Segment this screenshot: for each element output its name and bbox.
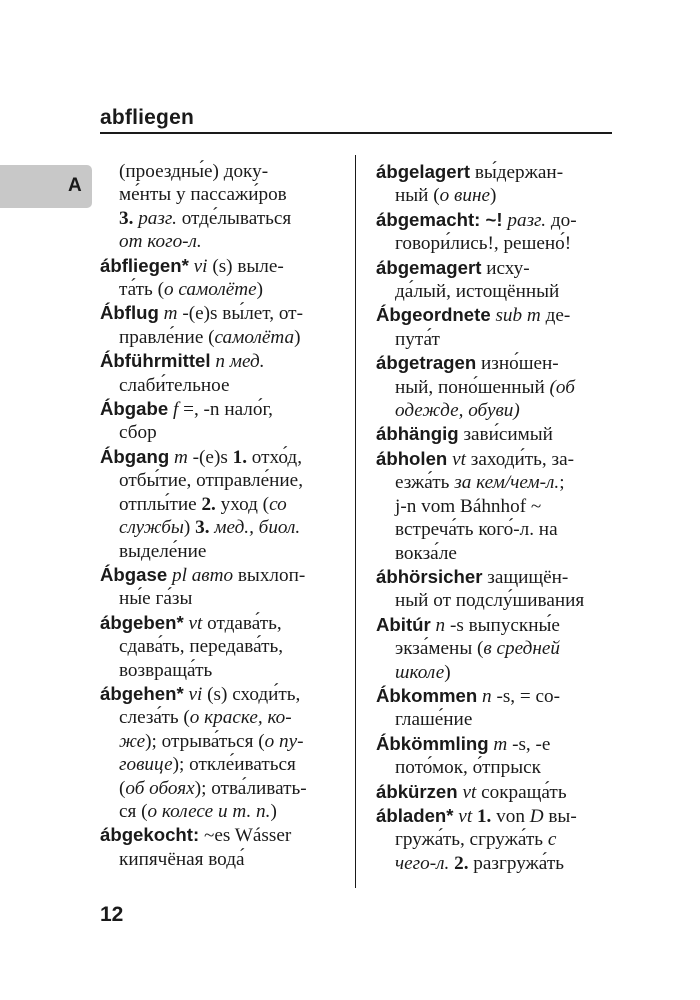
entry-text: одежде, обуви) bbox=[395, 400, 520, 422]
entry-text: та́ть ( bbox=[119, 279, 164, 301]
entry-text: ); отва́ливать- bbox=[194, 777, 307, 799]
entry-line bbox=[376, 756, 616, 779]
entry-text: pl авто bbox=[171, 564, 234, 586]
entry-line bbox=[376, 613, 616, 637]
entry-line bbox=[100, 823, 340, 847]
entry-text: экза́мены ( bbox=[395, 638, 484, 660]
entry-text: чего-л. bbox=[395, 852, 450, 874]
entry-text: vt bbox=[452, 448, 466, 470]
entry-text: ) bbox=[489, 185, 497, 207]
entry-text: разг. bbox=[507, 209, 547, 231]
entry-text: D bbox=[529, 805, 544, 827]
entry-line bbox=[100, 493, 340, 516]
entry-text: f bbox=[172, 399, 179, 421]
headword: Ábkömmling bbox=[376, 732, 489, 754]
headword: ábholen bbox=[376, 447, 448, 469]
entry-text: n bbox=[482, 685, 492, 707]
entry-text: 2. bbox=[201, 493, 216, 515]
entry-text: сдава́ть, передава́ть, bbox=[119, 636, 284, 658]
headword: Ábgase bbox=[100, 563, 168, 585]
entry-text: глаше́ние bbox=[395, 709, 473, 731]
headword: ábfliegen* bbox=[100, 254, 189, 276]
entry-line bbox=[376, 399, 616, 422]
entry-text: j-n vom Báhnhof ~ bbox=[395, 495, 542, 517]
header-rule bbox=[100, 132, 612, 134]
entry-text: 1. bbox=[476, 805, 492, 827]
entry-line bbox=[376, 589, 616, 612]
entry-text: защищён- bbox=[482, 566, 569, 588]
headword: ábgelagert bbox=[376, 161, 471, 182]
headword: ábladen* bbox=[376, 804, 454, 826]
entry-line bbox=[100, 848, 340, 871]
entry-text: отдава́ть, bbox=[202, 612, 282, 634]
entry-line bbox=[376, 184, 616, 207]
entry-text: -s, = со- bbox=[491, 685, 561, 707]
headword: Ábgeordnete bbox=[376, 304, 491, 326]
entry-text: об обоях bbox=[125, 777, 195, 799]
headword: Ábgang bbox=[100, 445, 170, 467]
headword: ábgeben* bbox=[100, 611, 184, 633]
headword: ábgehen* bbox=[100, 682, 184, 704]
entry-line bbox=[100, 563, 340, 587]
entry-text: vt bbox=[458, 805, 473, 827]
entry-text: заходи́ть, за- bbox=[465, 448, 574, 470]
entry-text: ны́е га́зы bbox=[119, 588, 193, 610]
entry-line bbox=[100, 753, 340, 776]
entry-line bbox=[100, 445, 340, 469]
entry-text: ный, поно́шенный bbox=[395, 376, 550, 398]
headword: ábhängig bbox=[376, 423, 459, 445]
entry-text: встреча́ть кого́-л. на bbox=[395, 519, 558, 541]
entry-line bbox=[376, 495, 616, 518]
entry-text: -s выпускны́е bbox=[445, 614, 560, 636]
entry-text: (s) сходи́ть, bbox=[202, 683, 301, 705]
entry-line bbox=[376, 256, 616, 280]
entry-text: уход ( bbox=[215, 493, 270, 515]
entry-text: m bbox=[493, 733, 508, 755]
entry-line bbox=[100, 207, 340, 230]
entry-text: исху- bbox=[481, 257, 530, 279]
entry-text: слаби́тельное bbox=[119, 374, 230, 396]
entry-text: vt bbox=[462, 781, 477, 803]
entry-text: пото́мок, о́тпрыск bbox=[395, 757, 541, 779]
entry-text: разгружа́ть bbox=[468, 852, 564, 874]
entry-line bbox=[100, 326, 340, 349]
entry-line bbox=[376, 732, 616, 756]
entry-line bbox=[100, 659, 340, 682]
entry-line bbox=[100, 706, 340, 729]
headword: ábgetragen bbox=[376, 352, 477, 374]
entry-text: m bbox=[163, 303, 178, 325]
entry-line bbox=[100, 516, 340, 539]
entry-text: школе bbox=[395, 661, 445, 683]
entry-text: ; bbox=[559, 472, 565, 494]
entry-line bbox=[376, 232, 616, 255]
entry-text: ся ( bbox=[119, 800, 148, 822]
right-column bbox=[376, 160, 616, 875]
entry-line bbox=[376, 661, 616, 684]
headword: Ábflug bbox=[100, 302, 159, 324]
entry-text: до- bbox=[546, 209, 577, 231]
entry-text: говори́лись!, решено́! bbox=[395, 233, 572, 255]
entry-text: vi bbox=[193, 255, 208, 277]
entry-line bbox=[100, 682, 340, 706]
entry-text: отхо́д, bbox=[247, 446, 302, 468]
entry-line bbox=[376, 303, 616, 327]
entry-text: ) bbox=[270, 800, 277, 822]
entry-text: сокраща́ть bbox=[476, 781, 567, 803]
entry-text: выхлоп- bbox=[233, 564, 306, 586]
entry-line bbox=[100, 374, 340, 397]
entry-text: о пу- bbox=[264, 730, 304, 752]
entry-text: о колесе и т. п. bbox=[147, 800, 271, 822]
entry-text: -(e)s bbox=[187, 446, 233, 468]
entry-line bbox=[100, 777, 340, 800]
entry-line bbox=[100, 183, 340, 206]
entry-text: слеза́ть ( bbox=[119, 707, 190, 729]
left-column bbox=[100, 160, 340, 871]
entry-text: sub m bbox=[495, 305, 541, 327]
entry-text: гружа́ть, сгружа́ть bbox=[395, 829, 548, 851]
entry-text: вы- bbox=[543, 805, 577, 827]
entry-text: ); отрыва́ться ( bbox=[145, 730, 265, 752]
entry-text: вокза́ле bbox=[395, 542, 457, 564]
entry-text: -s, -e bbox=[507, 733, 551, 755]
entry-line bbox=[100, 421, 340, 444]
entry-text: вы́держан- bbox=[470, 162, 564, 183]
entry-text: в средней bbox=[483, 638, 561, 660]
entry-text: со bbox=[269, 493, 287, 515]
entry-line bbox=[376, 471, 616, 494]
entry-text: де- bbox=[540, 305, 571, 327]
entry-text: о вине bbox=[439, 185, 490, 207]
entry-text: сбор bbox=[119, 422, 157, 444]
entry-line bbox=[376, 542, 616, 565]
entry-text: n bbox=[435, 614, 446, 636]
entry-text: выделе́ние bbox=[119, 540, 207, 562]
headword: ábkürzen bbox=[376, 780, 458, 802]
entry-text: m bbox=[174, 446, 188, 468]
entry-text: зави́симый bbox=[458, 424, 553, 446]
entry-text: разг. bbox=[138, 207, 177, 229]
headword: Ábgabe bbox=[100, 398, 169, 420]
entry-text: ( bbox=[119, 777, 126, 799]
entry-text: отбы́тие, отправле́ние, bbox=[119, 470, 303, 492]
entry-text: ~es Wásser bbox=[199, 825, 292, 847]
column-divider bbox=[355, 155, 356, 888]
entry-text: ный ( bbox=[395, 185, 440, 207]
entry-text: n мед. bbox=[215, 351, 265, 373]
entry-line bbox=[100, 301, 340, 325]
entry-text: мед., биол. bbox=[214, 517, 301, 539]
entry-text: от кого-л. bbox=[119, 231, 202, 253]
entry-line bbox=[100, 230, 340, 253]
entry-line bbox=[100, 540, 340, 563]
running-head: abfliegen bbox=[100, 106, 194, 129]
entry-text: пута́т bbox=[395, 328, 440, 350]
entry-text: за кем/чем-л. bbox=[454, 472, 560, 494]
entry-line bbox=[376, 565, 616, 589]
entry-line bbox=[376, 422, 616, 446]
entry-line bbox=[100, 349, 340, 373]
entry-text: да́лый, истощённый bbox=[395, 281, 560, 303]
entry-text: ) bbox=[444, 661, 451, 683]
entry-text: службы bbox=[119, 517, 184, 539]
entry-text: с bbox=[547, 829, 557, 851]
entry-line bbox=[376, 708, 616, 731]
entry-line bbox=[376, 376, 616, 399]
entry-text: отде́лываться bbox=[176, 207, 292, 229]
entry-line bbox=[100, 800, 340, 823]
page-number: 12 bbox=[100, 903, 124, 926]
entry-text: ный от подслу́шивания bbox=[395, 590, 585, 612]
entry-line bbox=[100, 635, 340, 658]
entry-line bbox=[376, 280, 616, 303]
entry-text: 1. bbox=[232, 446, 247, 468]
entry-text: (проездны́е) доку- bbox=[119, 161, 269, 182]
entry-line bbox=[376, 328, 616, 351]
headword: ábhörsicher bbox=[376, 565, 483, 587]
entry-text: =, -n нало́г, bbox=[178, 399, 273, 421]
entry-line bbox=[100, 611, 340, 635]
entry-text: же bbox=[119, 730, 146, 752]
entry-text: -(e)s вы́лет, от- bbox=[177, 303, 303, 325]
headword: ábgekocht: bbox=[100, 824, 200, 846]
entry-line bbox=[376, 684, 616, 708]
entry-text: изно́шен- bbox=[476, 353, 559, 375]
entry-line bbox=[100, 254, 340, 278]
alphabet-thumb-tab bbox=[0, 165, 92, 208]
entry-line bbox=[376, 828, 616, 851]
entry-line bbox=[100, 587, 340, 610]
thumb-tab-letter: A bbox=[68, 175, 82, 196]
headword: Ábführmittel bbox=[100, 350, 211, 372]
entry-line bbox=[376, 804, 616, 828]
entry-text: 3. bbox=[119, 207, 134, 229]
entry-text: о краске, ко- bbox=[189, 707, 292, 729]
entry-line bbox=[100, 397, 340, 421]
headword: Ábkommen bbox=[376, 684, 478, 706]
entry-line bbox=[100, 469, 340, 492]
entry-text: vt bbox=[188, 612, 203, 634]
entry-text: (об bbox=[549, 376, 575, 398]
entry-text: 3. bbox=[195, 517, 210, 539]
entry-text: о самолёте bbox=[163, 279, 257, 301]
entry-line bbox=[376, 852, 616, 875]
entry-text: ) bbox=[256, 279, 263, 301]
entry-text: ме́нты у пассажи́ров bbox=[119, 184, 287, 206]
entry-text: (s) выле- bbox=[207, 255, 284, 277]
entry-text: говице bbox=[119, 754, 173, 776]
entry-line bbox=[100, 730, 340, 753]
entry-text: езжа́ть bbox=[395, 472, 455, 494]
entry-text: vi bbox=[188, 683, 203, 705]
entry-line bbox=[100, 160, 340, 183]
entry-text: возвраща́ть bbox=[119, 659, 213, 681]
entry-text: кипячёная вода́ bbox=[119, 848, 245, 870]
entry-text: самолёта bbox=[214, 326, 295, 348]
entry-text: 2. bbox=[454, 852, 469, 874]
entry-text: ) bbox=[294, 326, 301, 348]
entry-line bbox=[376, 447, 616, 471]
headword: Abitúr bbox=[376, 613, 431, 635]
headword: ábgemacht: ~! bbox=[376, 208, 503, 230]
entry-text: ); откле́иваться bbox=[172, 754, 296, 776]
entry-line bbox=[376, 637, 616, 660]
headword: ábgemagert bbox=[376, 256, 482, 278]
entry-text: ) bbox=[183, 517, 196, 539]
entry-line bbox=[376, 518, 616, 541]
entry-text: von bbox=[491, 805, 530, 827]
entry-line bbox=[376, 208, 616, 232]
entry-line bbox=[376, 780, 616, 804]
entry-line bbox=[100, 278, 340, 301]
entry-text: отплы́тие bbox=[119, 493, 202, 515]
entry-line bbox=[376, 351, 616, 375]
entry-text: правле́ние ( bbox=[119, 326, 215, 348]
entry-line bbox=[376, 160, 616, 184]
